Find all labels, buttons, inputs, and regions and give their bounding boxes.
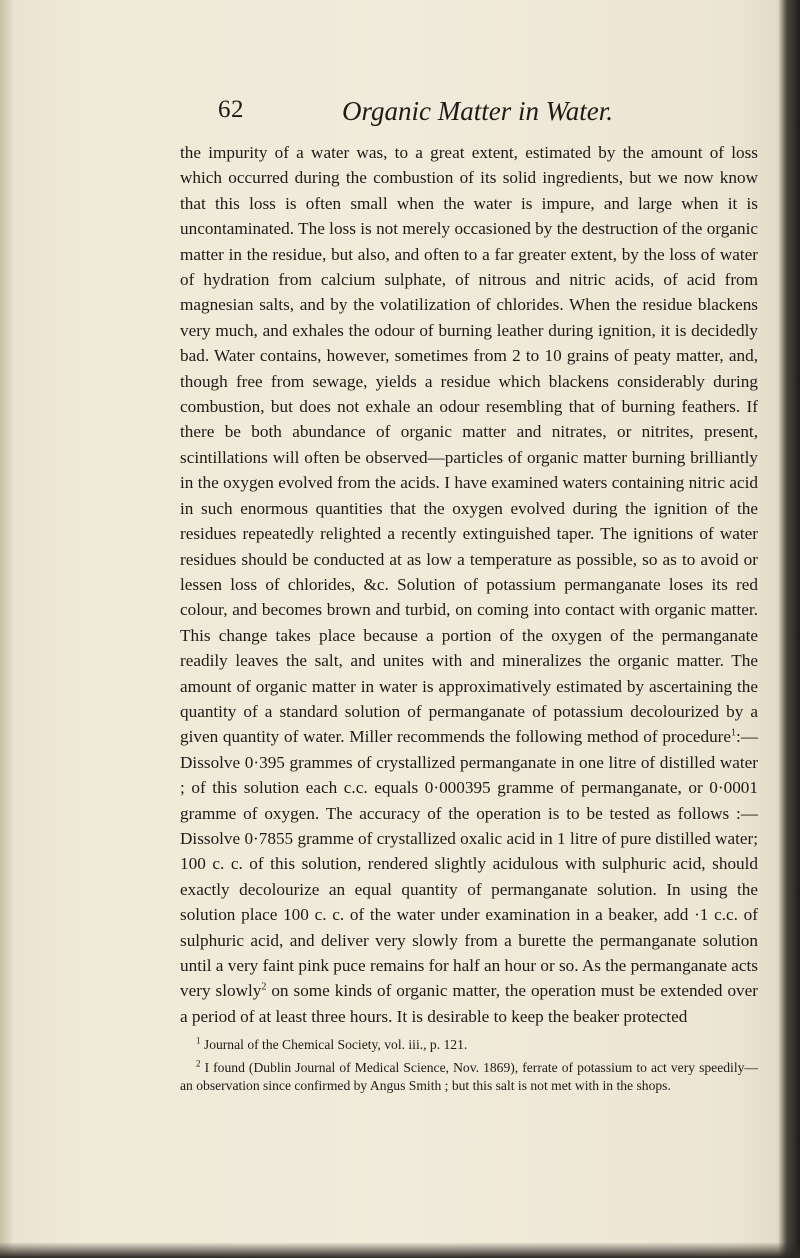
footnote-2-mark: 2: [196, 1057, 201, 1068]
page-right-edge: [778, 0, 800, 1258]
body-text-part-1: the impurity of a water was, to a great extent, estimated by the amount of loss which occurred during the combustion of its solid ingredients, but we now know that this loss is often small when the water is impure, and large when it is uncontaminated. The loss is not merely occasioned by the destruction of the organic matter in the residue, but also, and often to a far greater extent, by the loss of water of hydration from calcium sulphate, of nitrous and nitric acids, of acid from magnesian salts, and by the volatilization of chlorides. When the residue blackens very much, and exhales the odour of burning leather during ignition, it is decidedly bad. Water contains, however, sometimes from 2 to 10 grains of peaty matter, and, though free from sewage, yields a residue which blackens considerably during combustion, but does not exhale an odour resembling that of burning feathers. If there be both abundance of organic matter and nitrates, or nitrites, present, scintillations will often be observed—particles of organic matter burning brilliantly in the oxygen evolved from the acids. I have examined waters containing nitric acid in such enormous quantities that the oxygen evolved during the ignition of the residues repeatedly relighted a recently extinguished taper. The ignitions of water residues should be conducted at as low a temperature as possible, so as to avoid or lessen loss of chlorides, &c. Solution of potassium permanganate loses its red colour, and becomes brown and turbid, on coming into contact with organic matter. This change takes place because a portion of the oxygen of the permanganate readily leaves the salt, and unites with and mineralizes the organic matter. The amount of organic matter in water is approximatively estimated by ascertaining the quantity of a standard solution of permanganate of potassium decolourized by a given quantity of water. Miller recommends the following method of procedure: [180, 143, 758, 747]
body-text: [180, 140, 758, 1029]
footnote-1: [180, 1036, 758, 1055]
body-text-part-2: :—Dissolve 0·395 grammes of crystallized permanganate in one litre of distilled water ; of this solution each c.c. equals 0·000395 gramme of permanganate, or 0·0001 gramme of oxygen. The accuracy of the operation is to be tested as follows :—Dissolve 0·7855 gramme of crystallized oxalic acid in 1 litre of pure distilled water; 100 c. c. of this solution, rendered slightly acidulous with sulphuric acid, should exactly decolourize an equal quantity of permanganate solution. In using the solution place 100 c. c. of the water under examination in a beaker, add ·1 c.c. of sulphuric acid, and deliver very slowly from a burette the permanganate solution until a very faint pink puce remains for half an hour or so. As the permanganate acts very slowly: [180, 727, 758, 1001]
footnote-reference-1: 1: [731, 727, 737, 739]
footnote-2: [180, 1059, 758, 1096]
page-header: [218, 96, 738, 130]
body-paragraph: [180, 140, 758, 1029]
footnote-reference-2: 2: [261, 981, 267, 993]
footnote-2-text: I found (Dublin Journal of Medical Science, Nov. 1869), ferrate of potassium to act very speedily—an observation since confirmed by Angus Smith ; but this salt is not met with in the shops.: [180, 1059, 758, 1093]
page-number: 62: [218, 96, 244, 123]
footnote-1-text: Journal of the Chemical Society, vol. iii., p. 121.: [200, 1037, 468, 1052]
footnote-1-mark: 1: [196, 1035, 201, 1046]
page-bottom-edge: [0, 1242, 800, 1258]
footnotes: [180, 1036, 758, 1100]
body-text-part-3: on some kinds of organic matter, the operation must be extended over a period of at least three hours. It is desirable to keep the beaker protected: [180, 981, 758, 1026]
page-gutter-shadow: [0, 0, 14, 1258]
running-title: Organic Matter in Water.: [342, 96, 613, 126]
